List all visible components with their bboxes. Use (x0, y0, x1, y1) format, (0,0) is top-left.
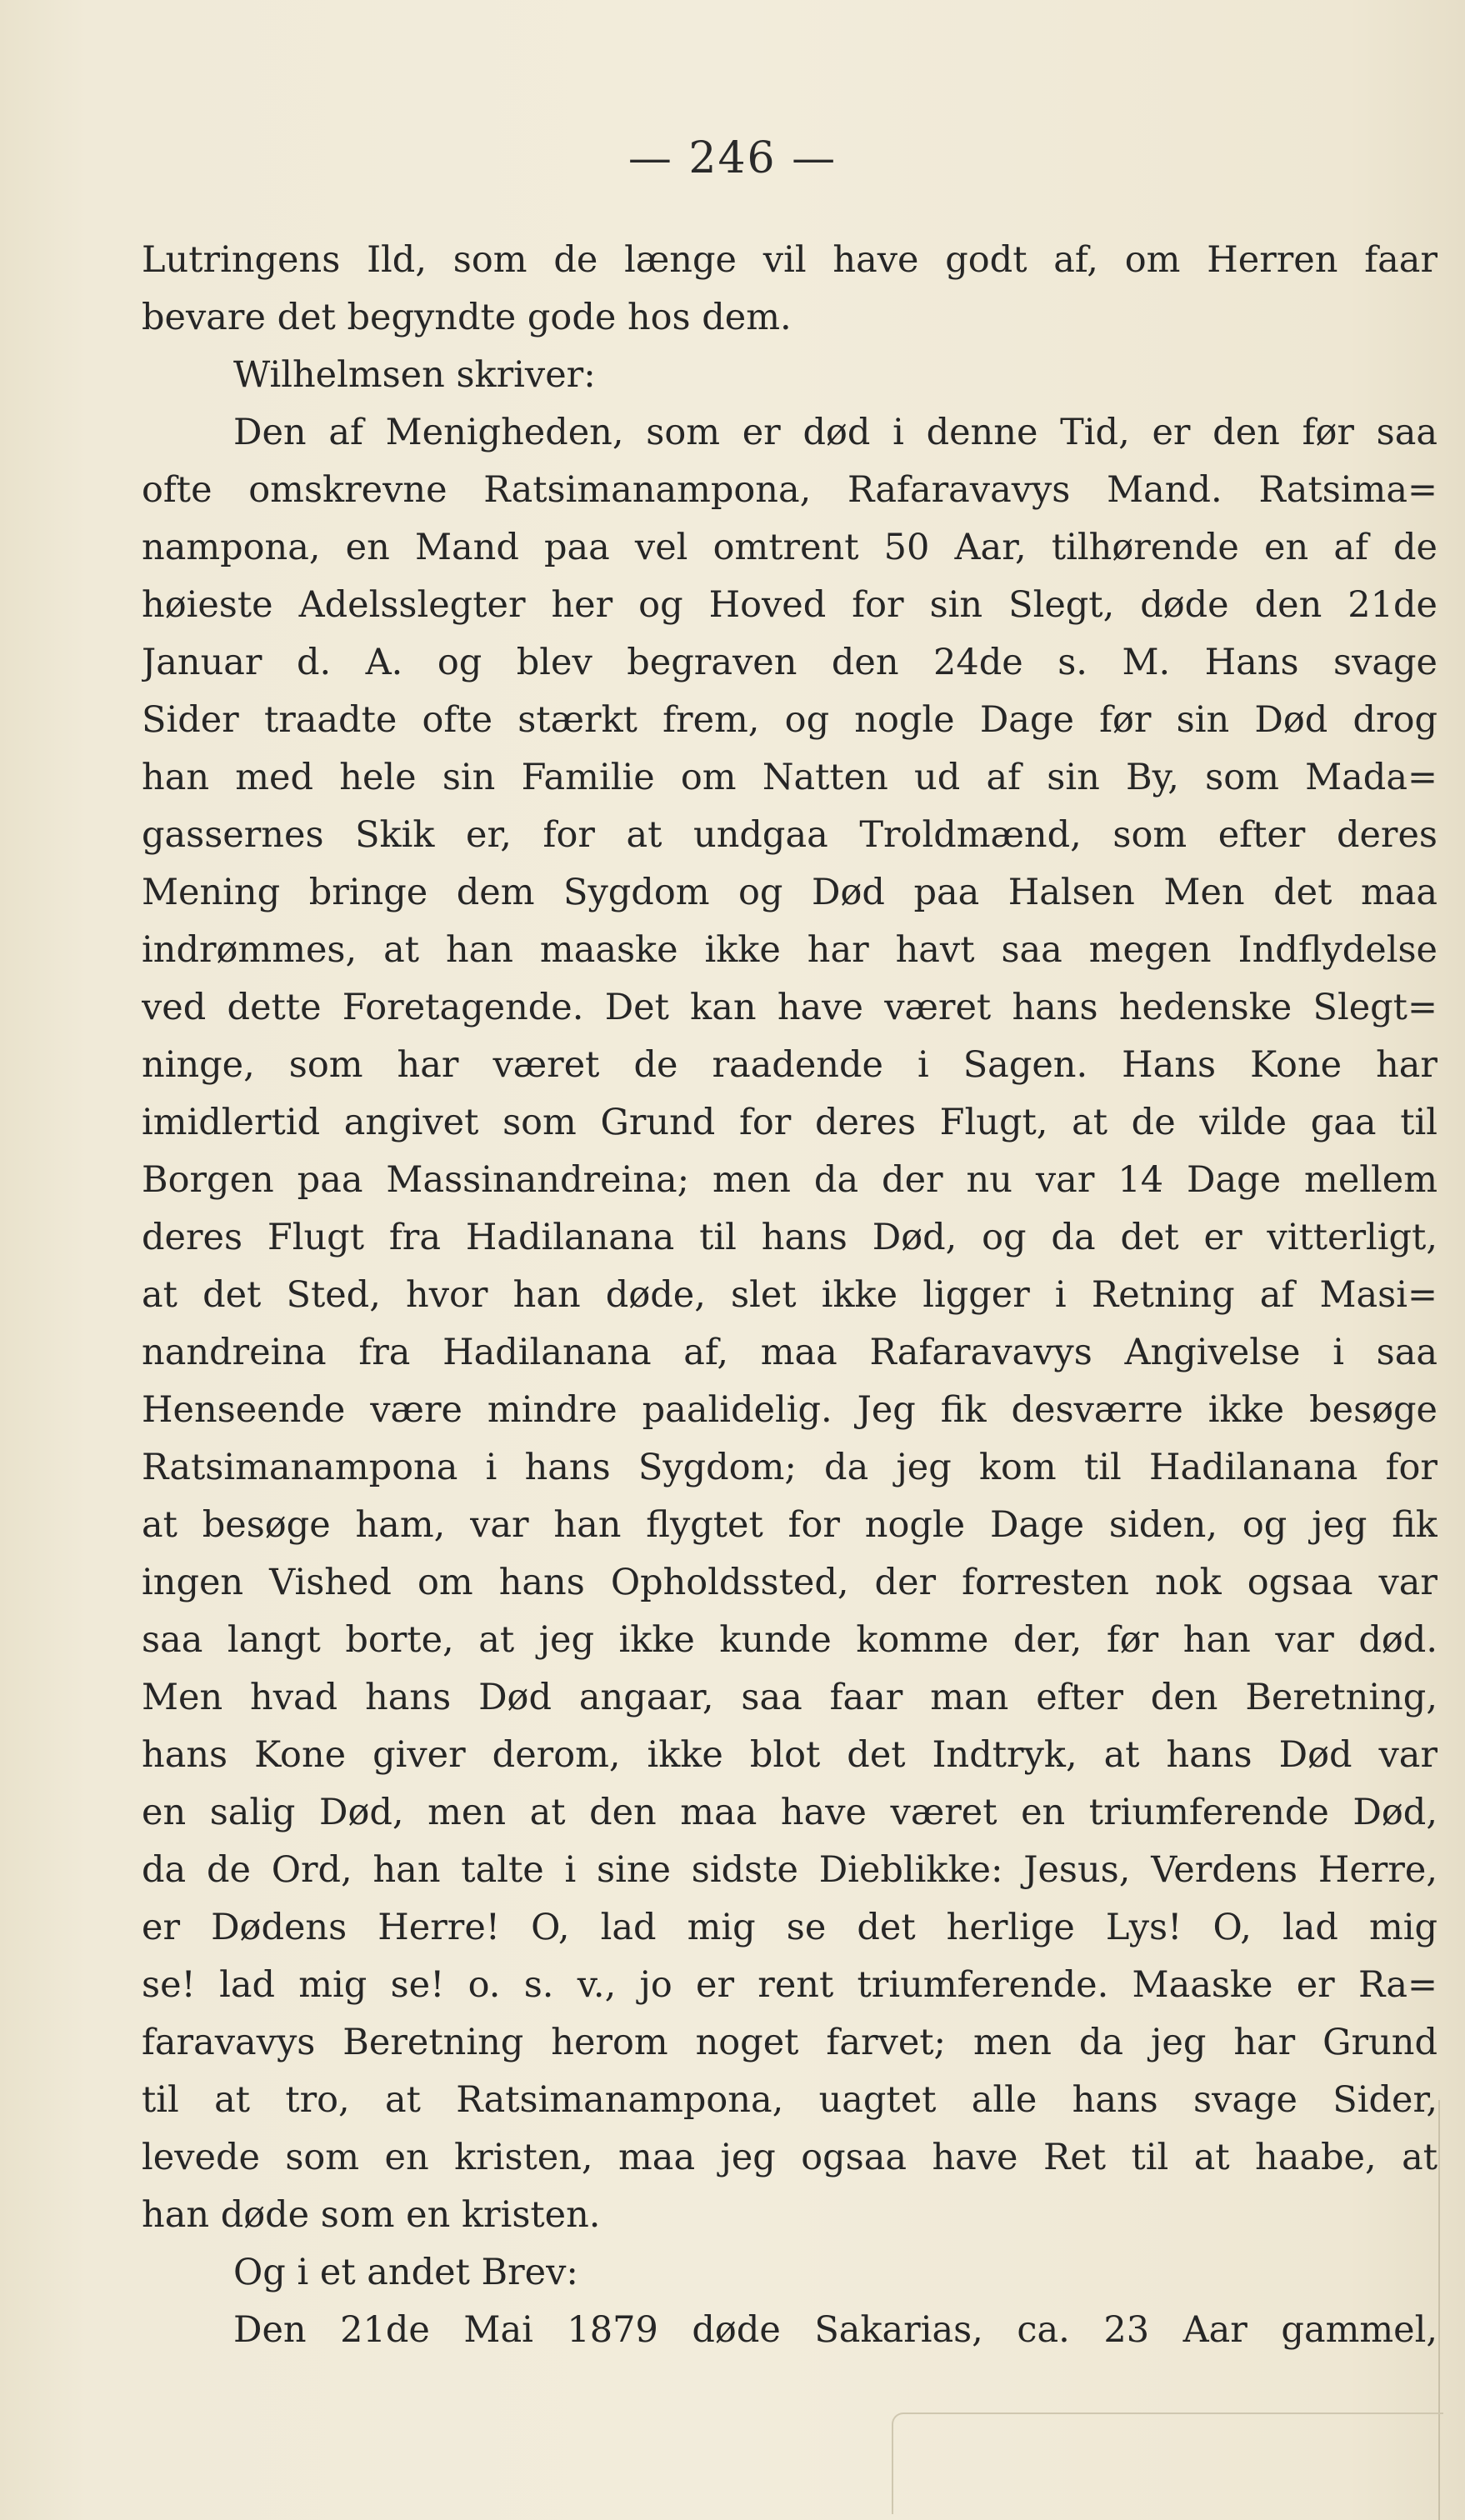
text-line: gassernes Skik er, for at undgaa Troldmænd, som efter deres (142, 814, 1438, 856)
text-line: nandreina fra Hadilanana af, maa Rafaravavys Angivelse i saa (142, 1332, 1438, 1373)
text-line: Lutringens Ild, som de længe vil have godt af, om Herren faar (142, 239, 1438, 281)
text-line: ingen Vished om hans Opholdssted, der forresten nok ogsaa var (142, 1562, 1438, 1603)
text-line: Ratsimanampona i hans Sygdom; da jeg kom til Hadilanana for (142, 1447, 1438, 1488)
text-line: Borgen paa Massinandreina; men da der nu var 14 Dage mellem (142, 1159, 1438, 1201)
text-line: ved dette Foretagende. Det kan have været hans hedenske Slegt= (142, 987, 1438, 1028)
text-line: han med hele sin Familie om Natten ud af sin By, som Mada= (142, 757, 1438, 798)
text-line: nampona, en Mand paa vel omtrent 50 Aar, tilhørende en af de (142, 527, 1438, 568)
text-line: se! lad mig se! o. s. v., jo er rent triumferende. Maaske er Ra= (142, 1964, 1438, 2006)
text-line: faravavys Beretning herom noget farvet; men da jeg har Grund (142, 2022, 1438, 2063)
text-line: bevare det begyndte gode hos dem. (142, 297, 792, 338)
text-line: Wilhelmsen skriver: (233, 354, 596, 396)
text-line: ninge, som har været de raadende i Sagen. Hans Kone har (142, 1044, 1438, 1086)
text-line: at det Sted, hvor han døde, slet ikke ligger i Retning af Masi= (142, 1274, 1438, 1316)
text-line: Sider traadte ofte stærkt frem, og nogle Dage før sin Død drog (142, 699, 1438, 741)
bleed-through-mark (892, 2412, 1443, 2514)
text-line: Januar d. A. og blev begraven den 24de s. M. Hans svage (142, 642, 1438, 683)
text-line: Den af Menigheden, som er død i denne Tid, er den før saa (233, 412, 1438, 453)
text-line: høieste Adelsslegter her og Hoved for sin Slegt, døde den 21de (142, 584, 1438, 626)
text-line: er Dødens Herre! O, lad mig se det herlige Lys! O, lad mig (142, 1907, 1438, 1948)
text-line: hans Kone giver derom, ikke blot det Indtryk, at hans Død var (142, 1734, 1438, 1776)
text-line: han døde som en kristen. (142, 2194, 601, 2236)
text-line: ofte omskrevne Ratsimanampona, Rafaravavys Mand. Ratsima= (142, 469, 1438, 511)
body-text (142, 232, 1438, 2359)
text-line: at besøge ham, var han flygtet for nogle Dage siden, og jeg fik (142, 1504, 1438, 1546)
text-line: Mening bringe dem Sygdom og Død paa Halsen Men det maa (142, 872, 1438, 913)
text-line: Men hvad hans Død angaar, saa faar man efter den Beretning, (142, 1677, 1438, 1718)
text-line: Og i et andet Brev: (233, 2252, 578, 2293)
text-line: saa langt borte, at jeg ikke kunde komme der, før han var død. (142, 1619, 1438, 1661)
text-line: deres Flugt fra Hadilanana til hans Død, og da det er vitterligt, (142, 1217, 1438, 1258)
text-line: indrømmes, at han maaske ikke har havt saa megen Indflydelse (142, 929, 1438, 971)
text-line: en salig Død, men at den maa have været en triumferende Død, (142, 1792, 1438, 1833)
text-line: imidlertid angivet som Grund for deres Flugt, at de vilde gaa til (142, 1102, 1438, 1143)
text-line: til at tro, at Ratsimanampona, uagtet alle hans svage Sider, (142, 2079, 1438, 2121)
text-line: Den 21de Mai 1879 døde Sakarias, ca. 23 Aar gammel, (233, 2309, 1438, 2351)
text-line: Henseende være mindre paalidelig. Jeg fik desværre ikke besøge (142, 1389, 1438, 1431)
text-line: da de Ord, han talte i sine sidste Dieblikke: Jesus, Verdens Herre, (142, 1849, 1438, 1891)
text-line: levede som en kristen, maa jeg ogsaa have Ret til at haabe, at (142, 2137, 1438, 2178)
page-number: — 246 — (628, 133, 838, 183)
